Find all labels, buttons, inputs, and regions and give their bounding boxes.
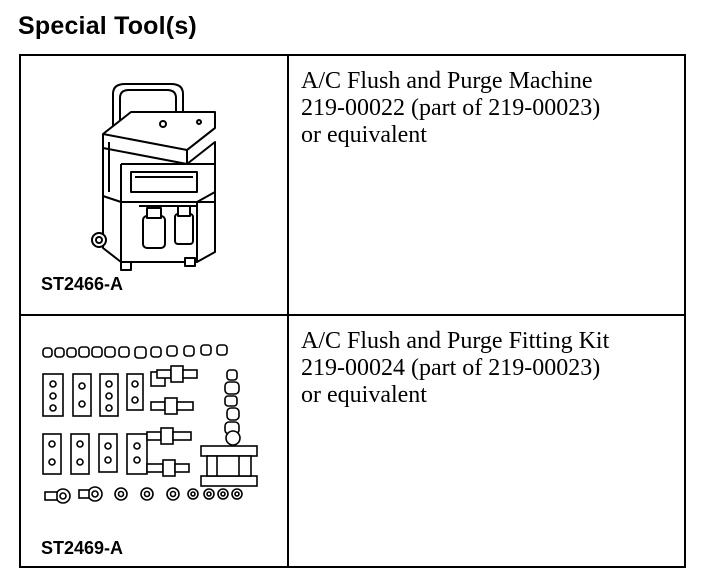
tool-description-cell [288,55,685,315]
tool-note: or equivalent [301,382,427,408]
tool-image-cell [20,315,288,567]
tool-code-label: ST2469-A [41,538,124,558]
tool-part-number: 219-00022 (part of 219-00023) [301,95,601,121]
table-row [20,55,685,315]
tool-description [289,316,684,409]
tool-part-number: 219-00024 (part of 219-00023) [301,355,601,381]
tool-description [289,56,684,149]
special-tools-table [19,54,686,568]
tool-name: A/C Flush and Purge Fitting Kit [301,328,610,354]
fitting-kit-illustration [21,316,287,566]
tool-image-cell [20,55,288,315]
tool-note: or equivalent [301,122,427,148]
tool-description-cell [288,315,685,567]
table-row [20,315,685,567]
tool-code-label: ST2466-A [41,274,124,294]
tool-name: A/C Flush and Purge Machine [301,68,593,94]
section-heading: Special Tool(s) [18,12,197,40]
